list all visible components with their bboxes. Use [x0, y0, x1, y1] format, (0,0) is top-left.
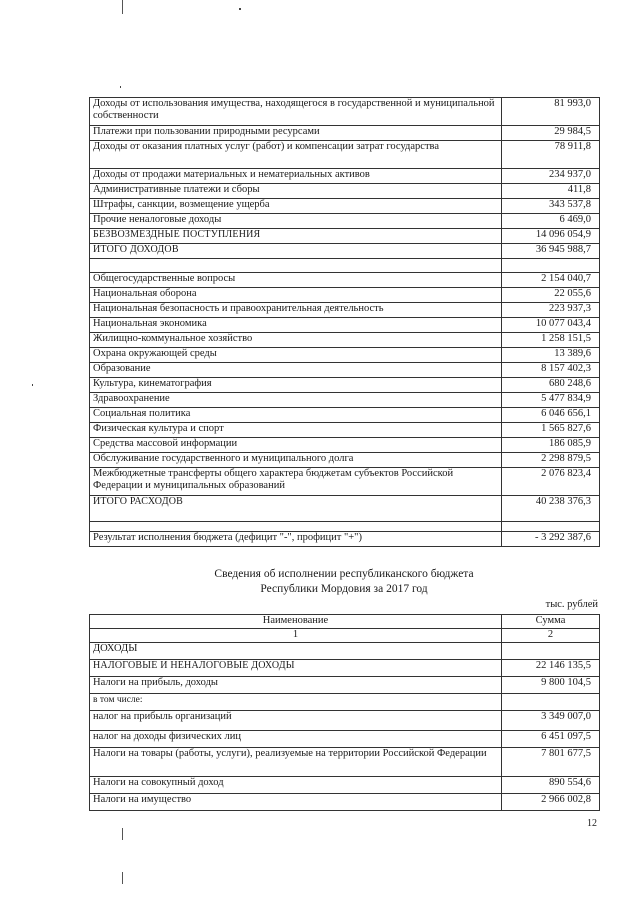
table-row	[90, 378, 600, 393]
row-value: 5 477 834,9	[502, 393, 600, 408]
column-number-2: 2	[502, 629, 600, 643]
row-name: налог на доходы физических лиц	[90, 731, 502, 748]
row-name: Образование	[90, 363, 502, 378]
row-name: Физическая культура и спорт	[90, 423, 502, 438]
row-name: Средства массовой информации	[90, 438, 502, 453]
table-row	[90, 794, 600, 811]
republican-budget-table	[89, 614, 600, 811]
row-value: 680 248,6	[502, 378, 600, 393]
table-row	[90, 677, 600, 694]
row-value: 3 349 007,0	[502, 711, 600, 731]
table-row	[90, 408, 600, 423]
row-name: Административные платежи и сборы	[90, 184, 502, 199]
row-value: 1 565 827,6	[502, 423, 600, 438]
row-value: 890 554,6	[502, 777, 600, 794]
row-value: 186 085,9	[502, 438, 600, 453]
table-row	[90, 333, 600, 348]
table-row	[90, 496, 600, 522]
table-row	[90, 438, 600, 453]
table-row	[90, 694, 600, 711]
row-value: 223 937,3	[502, 303, 600, 318]
table-row	[90, 273, 600, 288]
row-value: 2 076 823,4	[502, 468, 600, 496]
row-name: Национальная экономика	[90, 318, 502, 333]
row-name: Социальная политика	[90, 408, 502, 423]
row-name: Национальная безопасность и правоохранительная деятельность	[90, 303, 502, 318]
row-value: 2 966 002,8	[502, 794, 600, 811]
row-name: Доходы от оказания платных услуг (работ) и компенсации затрат государства	[90, 141, 502, 169]
row-value: 9 800 104,5	[502, 677, 600, 694]
table-row	[90, 731, 600, 748]
row-name: Культура, кинематография	[90, 378, 502, 393]
row-name: Налоги на прибыль, доходы	[90, 677, 502, 694]
table-header-row	[90, 615, 600, 629]
row-value: 411,8	[502, 184, 600, 199]
table-row	[90, 199, 600, 214]
row-value: 13 389,6	[502, 348, 600, 363]
row-name: Доходы от использования имущества, находящегося в государственной и муниципальной собственности	[90, 98, 502, 126]
row-value: - 3 292 387,6	[502, 532, 600, 547]
column-number-row	[90, 629, 600, 643]
row-name: Доходы от продажи материальных и нематериальных активов	[90, 169, 502, 184]
row-value: 234 937,0	[502, 169, 600, 184]
table-row	[90, 288, 600, 303]
scan-mark	[120, 86, 121, 88]
table-row	[90, 643, 600, 660]
row-name: Охрана окружающей среды	[90, 348, 502, 363]
row-value: 29 984,5	[502, 126, 600, 141]
row-value: 22 055,6	[502, 288, 600, 303]
table-row	[90, 468, 600, 496]
scan-mark	[122, 872, 123, 884]
row-name: налог на прибыль организаций	[90, 711, 502, 731]
table-row	[90, 184, 600, 199]
column-number-1: 1	[90, 629, 502, 643]
table-row	[90, 777, 600, 794]
row-name: Налоги на совокупный доход	[90, 777, 502, 794]
row-name: Здравоохранение	[90, 393, 502, 408]
row-value: 78 911,8	[502, 141, 600, 169]
row-value: 6 046 656,1	[502, 408, 600, 423]
budget-execution-table	[89, 97, 600, 547]
row-name: Штрафы, санкции, возмещение ущерба	[90, 199, 502, 214]
table-row	[90, 532, 600, 547]
row-name: Национальная оборона	[90, 288, 502, 303]
table-row	[90, 126, 600, 141]
table-row	[90, 214, 600, 229]
table-row	[90, 522, 600, 532]
row-value: 40 238 376,3	[502, 496, 600, 522]
table-row	[90, 348, 600, 363]
table-row	[90, 711, 600, 731]
row-value: 2 154 040,7	[502, 273, 600, 288]
table-row	[90, 303, 600, 318]
row-name: Обслуживание государственного и муниципального долга	[90, 453, 502, 468]
row-name: Результат исполнения бюджета (дефицит "-", профицит "+")	[90, 532, 502, 547]
section-subtitle: Республики Мордовия за 2017 год	[260, 583, 428, 595]
table-row	[90, 453, 600, 468]
row-value: 343 537,8	[502, 199, 600, 214]
row-value: 6 469,0	[502, 214, 600, 229]
row-name	[90, 259, 502, 273]
row-value: 22 146 135,5	[502, 660, 600, 677]
row-name: ДОХОДЫ	[90, 643, 502, 660]
scan-mark	[32, 384, 33, 386]
scan-mark	[122, 828, 123, 840]
row-value: 8 157 402,3	[502, 363, 600, 378]
page-number: 12	[587, 818, 597, 829]
table-row	[90, 748, 600, 777]
table-row	[90, 393, 600, 408]
row-name: Платежи при пользовании природными ресурсами	[90, 126, 502, 141]
row-value: 81 993,0	[502, 98, 600, 126]
row-name: НАЛОГОВЫЕ И НЕНАЛОГОВЫЕ ДОХОДЫ	[90, 660, 502, 677]
scan-mark	[239, 8, 241, 10]
row-name: в том числе:	[90, 694, 502, 711]
row-name: Жилищно-коммунальное хозяйство	[90, 333, 502, 348]
row-value: 1 258 151,5	[502, 333, 600, 348]
row-value	[502, 694, 600, 711]
table-row	[90, 229, 600, 244]
units-label: тыс. рублей	[545, 599, 598, 610]
scan-mark	[122, 0, 123, 14]
row-name: Налоги на товары (работы, услуги), реализуемые на территории Российской Федерации	[90, 748, 502, 777]
table-row	[90, 363, 600, 378]
row-value: 6 451 097,5	[502, 731, 600, 748]
row-name: Межбюджетные трансферты общего характера бюджетам субъектов Российской Федерации и муниципальных образований	[90, 468, 502, 496]
table-row	[90, 169, 600, 184]
row-value: 10 077 043,4	[502, 318, 600, 333]
row-value: 7 801 677,5	[502, 748, 600, 777]
section-title: Сведения об исполнении республиканского бюджета	[214, 568, 474, 580]
row-name	[90, 522, 502, 532]
table-row	[90, 318, 600, 333]
row-value	[502, 259, 600, 273]
row-value: 14 096 054,9	[502, 229, 600, 244]
row-name: Общегосударственные вопросы	[90, 273, 502, 288]
table-row	[90, 244, 600, 259]
table-row	[90, 423, 600, 438]
table-row	[90, 141, 600, 169]
row-value: 36 945 988,7	[502, 244, 600, 259]
row-name: Налоги на имущество	[90, 794, 502, 811]
table-row	[90, 660, 600, 677]
row-value	[502, 643, 600, 660]
row-value: 2 298 879,5	[502, 453, 600, 468]
row-value	[502, 522, 600, 532]
row-name: ИТОГО РАСХОДОВ	[90, 496, 502, 522]
row-name: БЕЗВОЗМЕЗДНЫЕ ПОСТУПЛЕНИЯ	[90, 229, 502, 244]
row-name: ИТОГО ДОХОДОВ	[90, 244, 502, 259]
column-header-name: Наименование	[90, 615, 502, 629]
column-header-sum: Сумма	[502, 615, 600, 629]
table-row	[90, 98, 600, 126]
row-name: Прочие неналоговые доходы	[90, 214, 502, 229]
table-row	[90, 259, 600, 273]
